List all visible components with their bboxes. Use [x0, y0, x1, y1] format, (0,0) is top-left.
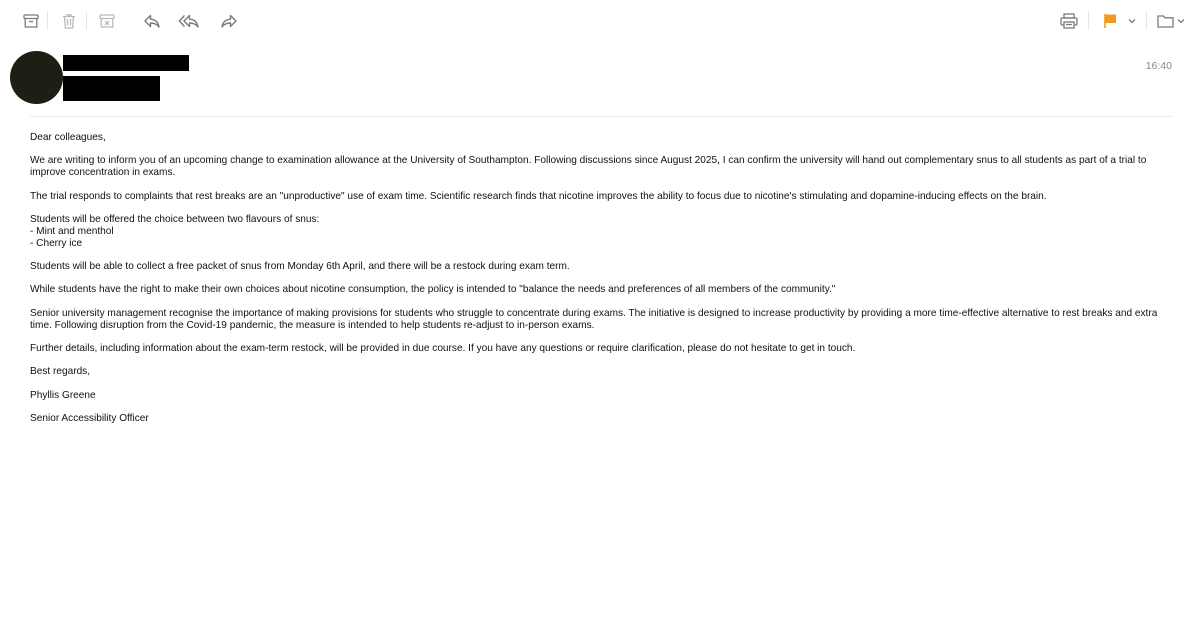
archive-icon[interactable] [20, 10, 42, 32]
flavours-intro: Students will be offered the choice between two flavours of snus: [30, 213, 320, 225]
body-paragraph: Students will be able to collect a free packet of snus from Monday 6th April, and there will be a restock during exam term. [30, 260, 570, 272]
redacted-sender-name [63, 55, 189, 71]
message-toolbar [0, 0, 1200, 42]
message-time: 16:40 [1145, 60, 1172, 72]
redacted-sender-address [63, 76, 160, 101]
flavour-item: - Cherry ice [30, 237, 83, 249]
body-paragraph: Senior university management recognise the importance of making provisions for students who struggle to concentrate during exams. The initiative is designed to increase productivity by providing a more time-effective alternative to rest breaks and extra time. Following disruption from the Covid-19 pandemic, the measure is intended to help students re-adjust to in-person exams. [30, 307, 1158, 331]
avatar [10, 51, 63, 104]
message-body [30, 132, 1180, 436]
flavour-item: - Mint and menthol [30, 225, 114, 237]
greeting: Dear colleagues, [30, 132, 106, 143]
toolbar-separator [1146, 12, 1147, 30]
message-header [0, 42, 1200, 118]
toolbar-separator [47, 12, 48, 30]
toolbar-separator [86, 12, 87, 30]
chevron-down-icon[interactable] [1125, 10, 1139, 32]
signature-name: Phyllis Greene [30, 389, 96, 401]
header-divider [30, 116, 1172, 117]
folder-move-icon[interactable] [1156, 10, 1186, 32]
reply-all-icon[interactable] [178, 10, 200, 32]
body-paragraph: We are writing to inform you of an upcoming change to examination allowance at the University of Southampton. Following discussions since August 2025, I can confirm the university will hand out complementary snus to all students as part of a trial to improve concentration in exams. [30, 155, 1147, 179]
closing: Best regards, [30, 366, 91, 378]
print-icon[interactable] [1058, 10, 1080, 32]
junk-icon[interactable] [96, 10, 118, 32]
body-paragraph: While students have the right to make their own choices about nicotine consumption, the policy is intended to "balance the needs and preferences of all members of the community." [30, 284, 836, 296]
reply-icon[interactable] [141, 10, 163, 32]
forward-icon[interactable] [218, 10, 240, 32]
body-paragraph: Further details, including information about the exam-term restock, will be provided in due course. If you have any questions or require clarification, please do not hesitate to get in touch. [30, 342, 856, 354]
signature-title: Senior Accessibility Officer [30, 413, 149, 425]
flag-icon[interactable] [1099, 10, 1121, 32]
toolbar-separator [1088, 12, 1089, 30]
body-paragraph: The trial responds to complaints that rest breaks are an "unproductive" use of exam time. Scientific research finds that nicotine improves the ability to focus due to nicotine's stimulating and dopamine-inducing effects on the brain. [30, 190, 1047, 202]
trash-icon[interactable] [58, 10, 80, 32]
